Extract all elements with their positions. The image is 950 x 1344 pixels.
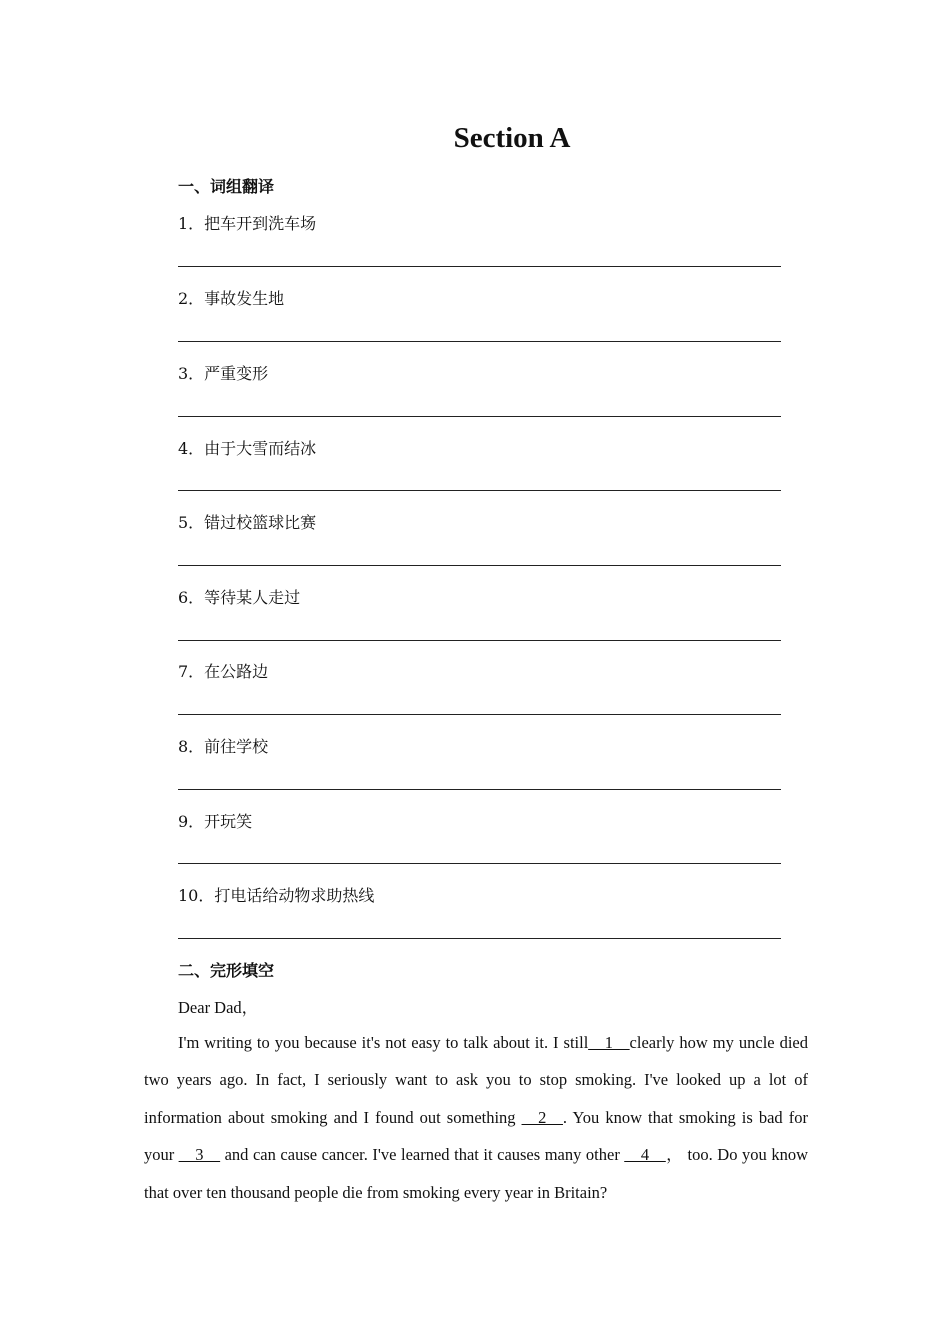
question-item-4: 4．由于大雪而结冰 xyxy=(178,439,317,458)
cloze-blank-4[interactable]: __4__ xyxy=(624,1145,666,1165)
question-item-3: 3．严重变形 xyxy=(178,364,269,383)
question-item-8: 8．前往学校 xyxy=(178,737,269,756)
answer-line-6[interactable] xyxy=(178,640,781,641)
question-item-1: 1．把车开到洗车场 xyxy=(178,214,317,233)
cloze-blank-2[interactable]: __2__ xyxy=(521,1107,563,1127)
cloze-blank-3[interactable]: __3__ xyxy=(178,1145,221,1165)
question-item-6: 6．等待某人走过 xyxy=(178,588,301,607)
question-item-7: 7．在公路边 xyxy=(178,662,269,681)
answer-line-1[interactable] xyxy=(178,266,781,267)
passage-text: I'm writing to you because it's not easy to talk about it. I still xyxy=(178,1033,589,1052)
answer-line-5[interactable] xyxy=(178,565,781,566)
answer-line-9[interactable] xyxy=(178,863,781,864)
question-item-2: 2．事故发生地 xyxy=(178,289,285,308)
cloze-paragraph xyxy=(144,1024,808,1211)
passage-text: clearly how my uncle died two years ago. In fact, I seriously want to ask you to stop smoking. I've looked up a lot of information about smoking and I found out something xyxy=(144,1033,808,1127)
passage-text: ， too. Do you know that over ten thousand people die from smoking every year in Britain? xyxy=(144,1145,808,1202)
question-item-10: 10．打电话给动物求助热线 xyxy=(178,886,375,905)
answer-line-3[interactable] xyxy=(178,416,781,417)
cloze-blank-1[interactable]: __1__ xyxy=(588,1033,630,1052)
answer-line-4[interactable] xyxy=(178,490,781,491)
page-title: Section A xyxy=(453,122,571,154)
answer-line-2[interactable] xyxy=(178,341,781,342)
question-item-9: 9．开玩笑 xyxy=(178,812,253,831)
letter-greeting: Dear Dad， xyxy=(178,998,259,1017)
answer-line-8[interactable] xyxy=(178,789,781,790)
section-heading-cloze: 二、完形填空 xyxy=(178,961,275,980)
answer-line-10[interactable] xyxy=(178,938,781,939)
section-heading-phrase-translation: 一、词组翻译 xyxy=(178,177,275,196)
answer-line-7[interactable] xyxy=(178,714,781,715)
passage-text: and can cause cancer. I've learned that it causes many other xyxy=(220,1145,625,1165)
passage-text: . You know that smoking is bad for your xyxy=(144,1107,809,1165)
cloze-passage xyxy=(144,1024,808,1211)
question-item-5: 5．错过校篮球比赛 xyxy=(178,513,317,532)
